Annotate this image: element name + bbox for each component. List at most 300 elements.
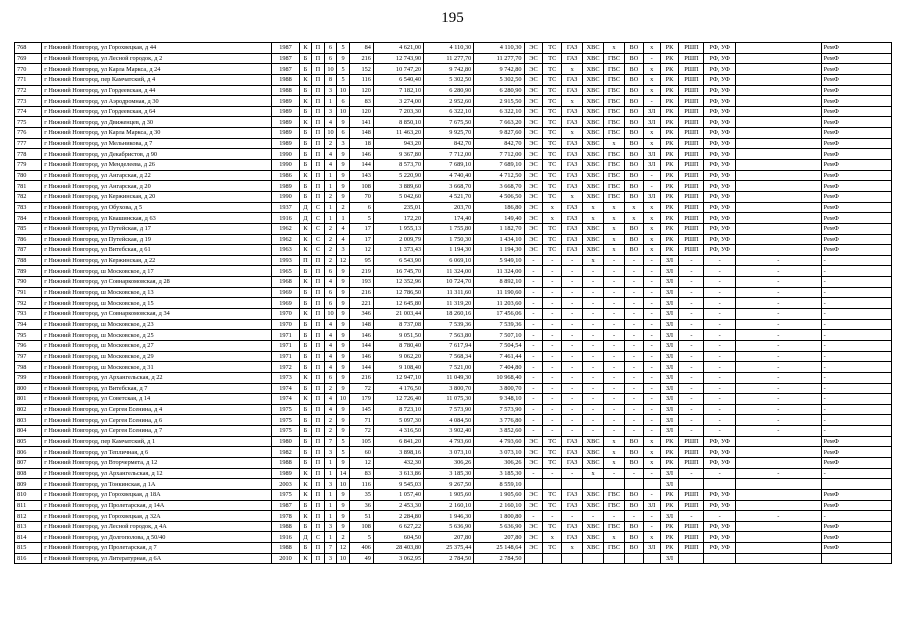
cell-hot-water: ГВС — [604, 543, 625, 554]
cell-hot-water: - — [604, 404, 625, 415]
cell-apartments: 116 — [349, 74, 373, 85]
cell-apartments: 221 — [349, 298, 373, 309]
cell-electricity: ЭС — [524, 138, 543, 149]
cell-apartments: 116 — [349, 479, 373, 490]
table-row — [15, 223, 892, 234]
cell-repair-co: ЗЛ — [660, 415, 679, 426]
cell-total-area: 12 947,10 — [373, 372, 423, 383]
cell-garbage — [643, 553, 660, 564]
cell-electricity: - — [524, 468, 543, 479]
cell-address: г Нижний Новгород, ул Сергея Есенина, д 4 — [42, 404, 272, 415]
cell-floors: 9 — [337, 266, 350, 277]
cell-sewerage: ВО — [624, 170, 643, 181]
cell-floors: 4 — [337, 234, 350, 245]
cell-wall-type: Б — [299, 181, 312, 192]
cell-floors: 9 — [337, 457, 350, 468]
cell-total-area: 6 841,20 — [373, 436, 423, 447]
cell-residential-area: 5 302,50 — [474, 74, 524, 85]
cell-gas: х — [562, 543, 583, 554]
cell-entrances: 4 — [324, 351, 337, 362]
cell-garbage: ЗЛ — [643, 117, 660, 128]
cell-sewerage: - — [624, 319, 643, 330]
cell-residential-area: 2 915,50 — [474, 96, 524, 107]
cell-repair-co: ЗЛ — [660, 372, 679, 383]
cell-total-area: 6 540,40 — [373, 74, 423, 85]
cell-repair-plan: РШП — [679, 128, 704, 139]
cell-living-area: 4 110,30 — [424, 43, 474, 54]
cell-floor-type: П — [312, 351, 325, 362]
cell-electricity: - — [524, 415, 543, 426]
cell-floors: 9 — [337, 351, 350, 362]
cell-entrances: 4 — [324, 394, 337, 405]
cell-floor-type: С — [312, 202, 325, 213]
cell-hot-water: - — [604, 287, 625, 298]
cell-remf: РемФ — [821, 489, 891, 500]
cell-year-built: 1974 — [272, 383, 299, 394]
cell-total-area: 12 352,96 — [373, 277, 423, 288]
cell-cold-water: ХВС — [583, 53, 604, 64]
cell-address: г Нижний Новгород, пер Камчатский, д 1 — [42, 436, 272, 447]
cell-row-number: 795 — [15, 330, 42, 341]
cell-gas: х — [562, 96, 583, 107]
cell-gas: ГАЗ — [562, 447, 583, 458]
cell-cold-water: ХВС — [583, 117, 604, 128]
cell-row-number: 788 — [15, 255, 42, 266]
cell-residential-area: 7 712,00 — [474, 149, 524, 160]
cell-garbage: х — [643, 457, 660, 468]
cell-wall-type: Б — [299, 319, 312, 330]
cell-sewerage: ВО — [624, 223, 643, 234]
cell-row-number: 804 — [15, 426, 42, 437]
cell-residential-area: 11 324,00 — [474, 266, 524, 277]
cell-wall-type: Б — [299, 330, 312, 341]
cell-management: - — [704, 277, 735, 288]
cell-address: г Нижний Новгород, ул Архангельская, д 12 — [42, 468, 272, 479]
table-row — [15, 149, 892, 160]
cell-living-area: 7 539,36 — [424, 319, 474, 330]
cell-heating: ТС — [543, 170, 562, 181]
cell-repair-plan: РШП — [679, 245, 704, 256]
cell-electricity: - — [524, 319, 543, 330]
cell-hot-water: - — [604, 319, 625, 330]
cell-wall-type: Б — [299, 106, 312, 117]
cell-row-number: 790 — [15, 277, 42, 288]
cell-floor-type: П — [312, 170, 325, 181]
cell-cold-water: - — [583, 340, 604, 351]
cell-repair-co: РК — [660, 43, 679, 54]
cell-floors: 9 — [337, 489, 350, 500]
cell-residential-area: 6 280,90 — [474, 85, 524, 96]
cell-wall-type: К — [299, 117, 312, 128]
cell-entrances: 4 — [324, 404, 337, 415]
cell-residential-area: 186,80 — [474, 202, 524, 213]
cell-total-area: 5 097,30 — [373, 415, 423, 426]
cell-heating: ТС — [543, 521, 562, 532]
cell-residential-area: 2 160,10 — [474, 500, 524, 511]
cell-total-area: 943,20 — [373, 138, 423, 149]
cell-row-number: 812 — [15, 511, 42, 522]
cell-gas: ГАЗ — [562, 181, 583, 192]
cell-heating: ТС — [543, 447, 562, 458]
cell-entrances: 2 — [324, 383, 337, 394]
cell-sewerage: ВО — [624, 117, 643, 128]
cell-wall-type: Д — [299, 202, 312, 213]
cell-electricity: - — [524, 340, 543, 351]
table-row — [15, 64, 892, 75]
cell-total-area: 1 373,43 — [373, 245, 423, 256]
cell-floor-type: П — [312, 372, 325, 383]
cell-floor-type: П — [312, 191, 325, 202]
cell-entrances: 6 — [324, 298, 337, 309]
cell-floors: 4 — [337, 223, 350, 234]
cell-apartments: 144 — [349, 340, 373, 351]
cell-electricity: ЭС — [524, 202, 543, 213]
cell-notes: - — [735, 266, 821, 277]
cell-notes — [735, 117, 821, 128]
cell-heating: ТС — [543, 500, 562, 511]
cell-entrances: 4 — [324, 277, 337, 288]
cell-management: - — [704, 340, 735, 351]
table-row — [15, 351, 892, 362]
cell-repair-plan: - — [679, 415, 704, 426]
cell-address: г Нижний Новгород, ш Московское, д 25 — [42, 330, 272, 341]
cell-wall-type: К — [299, 394, 312, 405]
cell-heating: - — [543, 255, 562, 266]
cell-electricity: - — [524, 511, 543, 522]
cell-notes: - — [735, 287, 821, 298]
cell-sewerage: - — [624, 266, 643, 277]
cell-notes — [735, 149, 821, 160]
cell-management: РФ, УФ — [704, 191, 735, 202]
cell-total-area: 4 176,50 — [373, 383, 423, 394]
cell-management: РФ, УФ — [704, 149, 735, 160]
cell-living-area: 842,70 — [424, 138, 474, 149]
cell-management: - — [704, 309, 735, 320]
cell-electricity: - — [524, 255, 543, 266]
cell-remf: РемФ — [821, 106, 891, 117]
cell-floor-type: П — [312, 415, 325, 426]
cell-entrances: 1 — [324, 468, 337, 479]
cell-remf: РемФ — [821, 500, 891, 511]
cell-wall-type: К — [299, 96, 312, 107]
cell-repair-plan: - — [679, 287, 704, 298]
cell-wall-type: К — [299, 372, 312, 383]
cell-hot-water: х — [604, 213, 625, 224]
cell-notes — [735, 245, 821, 256]
cell-repair-plan: - — [679, 404, 704, 415]
cell-gas: ГАЗ — [562, 117, 583, 128]
cell-heating: ТС — [543, 436, 562, 447]
cell-repair-plan: - — [679, 351, 704, 362]
cell-heating: ТС — [543, 234, 562, 245]
cell-management: РФ, УФ — [704, 117, 735, 128]
cell-apartments: 146 — [349, 149, 373, 160]
cell-residential-area: 8 892,10 — [474, 277, 524, 288]
cell-row-number: 771 — [15, 74, 42, 85]
cell-floors: 9 — [337, 372, 350, 383]
cell-wall-type: Б — [299, 128, 312, 139]
cell-management: - — [704, 351, 735, 362]
cell-garbage: х — [643, 447, 660, 458]
cell-residential-area: 11 277,70 — [474, 53, 524, 64]
cell-entrances: 2 — [324, 245, 337, 256]
cell-sewerage: - — [624, 309, 643, 320]
cell-sewerage: ВО — [624, 160, 643, 171]
cell-garbage: - — [643, 330, 660, 341]
cell-residential-area: 3 776,80 — [474, 415, 524, 426]
cell-living-area: 1 750,30 — [424, 234, 474, 245]
cell-year-built: 1971 — [272, 330, 299, 341]
cell-gas: ГАЗ — [562, 223, 583, 234]
cell-address: г Нижний Новгород, ул Гордеевская, д 44 — [42, 85, 272, 96]
cell-floor-type: П — [312, 319, 325, 330]
cell-electricity: - — [524, 362, 543, 373]
cell-repair-co: РК — [660, 500, 679, 511]
cell-apartments: 141 — [349, 117, 373, 128]
cell-entrances: 6 — [324, 372, 337, 383]
cell-sewerage: - — [624, 298, 643, 309]
cell-cold-water: х — [583, 468, 604, 479]
cell-repair-co: ЗЛ — [660, 319, 679, 330]
cell-living-area: 6 280,90 — [424, 85, 474, 96]
cell-living-area: 7 675,50 — [424, 117, 474, 128]
cell-residential-area: 3 073,10 — [474, 447, 524, 458]
cell-repair-co: ЗЛ — [660, 309, 679, 320]
cell-hot-water: ГВС — [604, 521, 625, 532]
cell-hot-water: ГВС — [604, 96, 625, 107]
table-row — [15, 330, 892, 341]
cell-address: г Нижний Новгород, ш Московское, д 31 — [42, 362, 272, 373]
cell-floors: 9 — [337, 287, 350, 298]
cell-address: г Нижний Новгород, ул Кержинская, д 20 — [42, 191, 272, 202]
cell-management: РФ, УФ — [704, 74, 735, 85]
cell-year-built: 1989 — [272, 96, 299, 107]
cell-management: РФ, УФ — [704, 213, 735, 224]
cell-gas: - — [562, 319, 583, 330]
cell-repair-plan: - — [679, 340, 704, 351]
cell-row-number: 777 — [15, 138, 42, 149]
cell-living-area: 4 521,70 — [424, 191, 474, 202]
cell-garbage: - — [643, 511, 660, 522]
cell-hot-water: х — [604, 436, 625, 447]
cell-sewerage: - — [624, 340, 643, 351]
table-row — [15, 372, 892, 383]
cell-entrances: 8 — [324, 74, 337, 85]
cell-heating: ТС — [543, 96, 562, 107]
cell-gas: - — [562, 468, 583, 479]
cell-repair-co: РК — [660, 181, 679, 192]
table-row — [15, 160, 892, 171]
cell-wall-type: К — [299, 74, 312, 85]
cell-sewerage: ВО — [624, 85, 643, 96]
cell-row-number: 772 — [15, 85, 42, 96]
cell-apartments: 95 — [349, 255, 373, 266]
cell-apartments: 12 — [349, 457, 373, 468]
cell-garbage: х — [643, 85, 660, 96]
cell-electricity: ЭС — [524, 223, 543, 234]
cell-repair-co: ЗЛ — [660, 255, 679, 266]
cell-residential-area: 4 712,50 — [474, 170, 524, 181]
cell-hot-water: - — [604, 351, 625, 362]
cell-floor-type: П — [312, 181, 325, 192]
cell-residential-area: 7 461,44 — [474, 351, 524, 362]
cell-wall-type: Б — [299, 85, 312, 96]
cell-floor-type: П — [312, 149, 325, 160]
cell-management: РФ, УФ — [704, 160, 735, 171]
table-row — [15, 74, 892, 85]
cell-entrances: 4 — [324, 149, 337, 160]
cell-sewerage: - — [624, 277, 643, 288]
cell-garbage: - — [643, 170, 660, 181]
cell-gas: ГАЗ — [562, 43, 583, 54]
table-row — [15, 426, 892, 437]
cell-total-area: 9 545,03 — [373, 479, 423, 490]
cell-address: г Нижний Новгород, ул Горохвецкая, д 18А — [42, 489, 272, 500]
cell-hot-water: ГВС — [604, 117, 625, 128]
cell-row-number: 778 — [15, 149, 42, 160]
cell-living-area: 11 324,00 — [424, 266, 474, 277]
cell-entrances: 1 — [324, 457, 337, 468]
cell-notes: - — [735, 351, 821, 362]
cell-heating: - — [543, 394, 562, 405]
cell-repair-plan: РШП — [679, 234, 704, 245]
cell-residential-area: 4 110,30 — [474, 43, 524, 54]
cell-electricity: - — [524, 330, 543, 341]
cell-floors: 9 — [337, 160, 350, 171]
cell-wall-type: Б — [299, 500, 312, 511]
cell-repair-plan: РШП — [679, 202, 704, 213]
cell-floor-type: П — [312, 500, 325, 511]
cell-year-built: 1969 — [272, 298, 299, 309]
cell-repair-plan: - — [679, 383, 704, 394]
cell-notes — [735, 138, 821, 149]
cell-sewerage: - — [624, 426, 643, 437]
cell-residential-area: 7 539,36 — [474, 319, 524, 330]
table-row — [15, 415, 892, 426]
cell-year-built: 1988 — [272, 521, 299, 532]
cell-residential-area: 3 852,60 — [474, 426, 524, 437]
cell-year-built: 1987 — [272, 43, 299, 54]
cell-address: г Нижний Новгород, ул Путейская, д 19 — [42, 234, 272, 245]
cell-address: г Нижний Новгород, ул Литературная, д 6А — [42, 553, 272, 564]
cell-notes — [735, 553, 821, 564]
cell-cold-water: ХВС — [583, 543, 604, 554]
cell-wall-type: Б — [299, 426, 312, 437]
cell-repair-co: РК — [660, 64, 679, 75]
cell-wall-type: К — [299, 479, 312, 490]
cell-address: г Нижний Новгород, пер Камчатский, д 4 — [42, 74, 272, 85]
cell-garbage: - — [643, 266, 660, 277]
cell-entrances: 6 — [324, 287, 337, 298]
cell-floor-type: П — [312, 340, 325, 351]
cell-garbage: - — [643, 277, 660, 288]
cell-heating: - — [543, 319, 562, 330]
cell-gas: - — [562, 415, 583, 426]
cell-electricity — [524, 553, 543, 564]
cell-living-area: 2 160,10 — [424, 500, 474, 511]
cell-hot-water — [604, 553, 625, 564]
cell-entrances: 2 — [324, 234, 337, 245]
cell-residential-area: 6 322,10 — [474, 106, 524, 117]
cell-cold-water: - — [583, 277, 604, 288]
cell-repair-co: РК — [660, 223, 679, 234]
cell-residential-area: 306,26 — [474, 457, 524, 468]
cell-year-built: 1962 — [272, 234, 299, 245]
cell-wall-type: Б — [299, 149, 312, 160]
cell-sewerage: ВО — [624, 436, 643, 447]
cell-sewerage: ВО — [624, 106, 643, 117]
table-row — [15, 340, 892, 351]
cell-living-area: 6 069,10 — [424, 255, 474, 266]
cell-sewerage: ВО — [624, 191, 643, 202]
cell-garbage: х — [643, 234, 660, 245]
cell-sewerage: ВО — [624, 521, 643, 532]
cell-management: РФ, УФ — [704, 489, 735, 500]
cell-wall-type: К — [299, 245, 312, 256]
cell-management: РФ, УФ — [704, 436, 735, 447]
cell-total-area: 3 613,86 — [373, 468, 423, 479]
cell-apartments: 120 — [349, 106, 373, 117]
cell-row-number: 792 — [15, 298, 42, 309]
cell-entrances: 1 — [324, 170, 337, 181]
cell-notes — [735, 479, 821, 490]
cell-living-area: 306,26 — [424, 457, 474, 468]
cell-year-built: 1973 — [272, 372, 299, 383]
cell-remf: РемФ — [821, 245, 891, 256]
cell-electricity: ЭС — [524, 543, 543, 554]
cell-year-built: 1965 — [272, 266, 299, 277]
cell-cold-water: ХВС — [583, 532, 604, 543]
cell-cold-water: ХВС — [583, 181, 604, 192]
cell-living-area: 3 668,70 — [424, 181, 474, 192]
cell-heating: - — [543, 277, 562, 288]
cell-address: г Нижний Новгород, ш Московское, д 27 — [42, 340, 272, 351]
cell-wall-type: Б — [299, 415, 312, 426]
cell-entrances: 1 — [324, 96, 337, 107]
cell-wall-type: Б — [299, 138, 312, 149]
cell-floors: 9 — [337, 426, 350, 437]
cell-address: г Нижний Новгород, ш Московское, д 13 — [42, 287, 272, 298]
cell-garbage: х — [643, 138, 660, 149]
cell-floor-type: П — [312, 277, 325, 288]
cell-repair-plan: - — [679, 372, 704, 383]
cell-floors: 9 — [337, 117, 350, 128]
cell-repair-co: РК — [660, 160, 679, 171]
cell-repair-plan — [679, 553, 704, 564]
cell-sewerage: х — [624, 202, 643, 213]
cell-remf: - — [821, 287, 891, 298]
cell-notes: - — [735, 277, 821, 288]
cell-management: РФ, УФ — [704, 543, 735, 554]
cell-row-number: 775 — [15, 117, 42, 128]
cell-repair-plan: - — [679, 298, 704, 309]
table-row — [15, 500, 892, 511]
cell-heating: - — [543, 426, 562, 437]
cell-remf: РемФ — [821, 74, 891, 85]
cell-sewerage: ВО — [624, 96, 643, 107]
cell-floor-type: П — [312, 64, 325, 75]
cell-entrances: 2 — [324, 415, 337, 426]
cell-repair-co: РК — [660, 457, 679, 468]
cell-remf: - — [821, 255, 891, 266]
cell-floor-type: П — [312, 436, 325, 447]
cell-total-area: 9 051,50 — [373, 330, 423, 341]
cell-living-area: 2 784,50 — [424, 553, 474, 564]
cell-electricity: ЭС — [524, 457, 543, 468]
cell-notes — [735, 213, 821, 224]
table-row — [15, 532, 892, 543]
cell-repair-plan: РШП — [679, 138, 704, 149]
